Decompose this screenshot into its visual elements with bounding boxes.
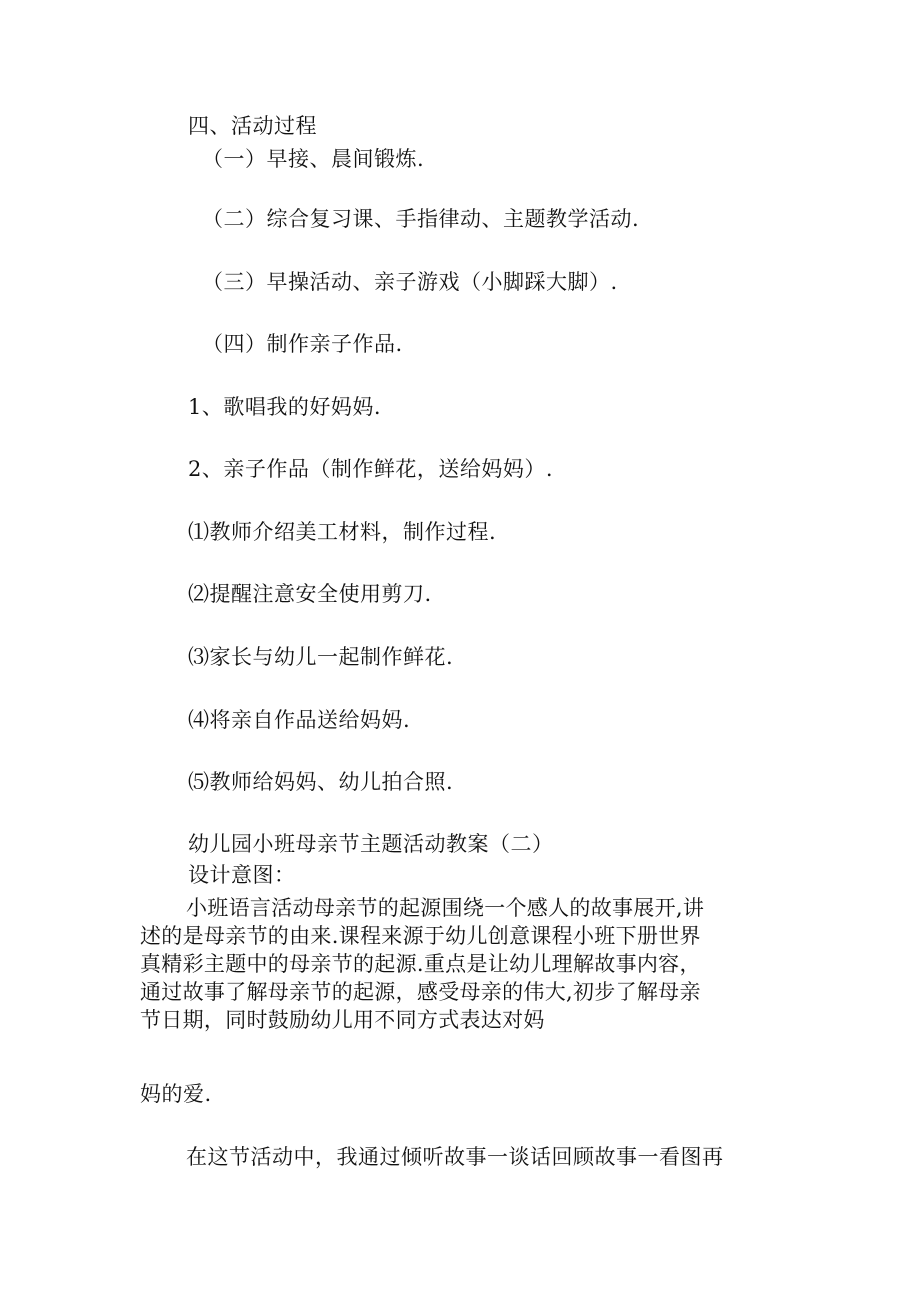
- design-paragraph-line: 通过故事了解母亲节的起源，感受母亲的伟大,初步了解母亲: [140, 980, 701, 1004]
- design-heading: 设计意图：: [188, 863, 296, 887]
- sub-item-1: ⑴教师介绍美工材料，制作过程.: [188, 520, 497, 544]
- sub-item-3: ⑶家长与幼儿一起制作鲜花.: [188, 645, 454, 669]
- section-heading: 四、活动过程: [188, 114, 317, 138]
- step-1: （一）早接、晨间锻炼.: [202, 147, 425, 171]
- lesson-title: 幼儿园小班母亲节主题活动教案（二）: [188, 832, 554, 856]
- design-paragraph-line: 节日期，同时鼓励幼儿用不同方式表达对妈: [140, 1008, 545, 1032]
- numbered-item-2: 2、亲子作品（制作鲜花，送给妈妈）.: [188, 457, 554, 481]
- design-paragraph: [140, 894, 780, 1034]
- design-paragraph-line: 小班语言活动母亲节的起源围绕一个感人的故事展开,讲: [186, 896, 705, 920]
- design-paragraph-line: 述的是母亲节的由来.课程来源于幼儿创意课程小班下册世界: [140, 924, 701, 948]
- paragraph-continuation: 妈的爱.: [140, 1082, 212, 1106]
- numbered-item-1: 1、歌唱我的好妈妈.: [188, 395, 382, 419]
- step-3: （三）早操活动、亲子游戏（小脚踩大脚）.: [202, 270, 618, 294]
- step-4: （四）制作亲子作品.: [202, 332, 403, 356]
- step-2: （二）综合复习课、手指律动、主题教学活动.: [202, 207, 640, 231]
- sub-item-5: ⑸教师给妈妈、幼儿拍合照.: [188, 770, 454, 794]
- sub-item-4: ⑷将亲自作品送给妈妈.: [188, 708, 411, 732]
- sub-item-2: ⑵提醒注意安全使用剪刀.: [188, 582, 432, 606]
- final-paragraph: 在这节活动中，我通过倾听故事一谈话回顾故事一看图再: [186, 1145, 724, 1169]
- design-paragraph-line: 真精彩主题中的母亲节的起源.重点是让幼儿理解故事内容，: [140, 952, 701, 976]
